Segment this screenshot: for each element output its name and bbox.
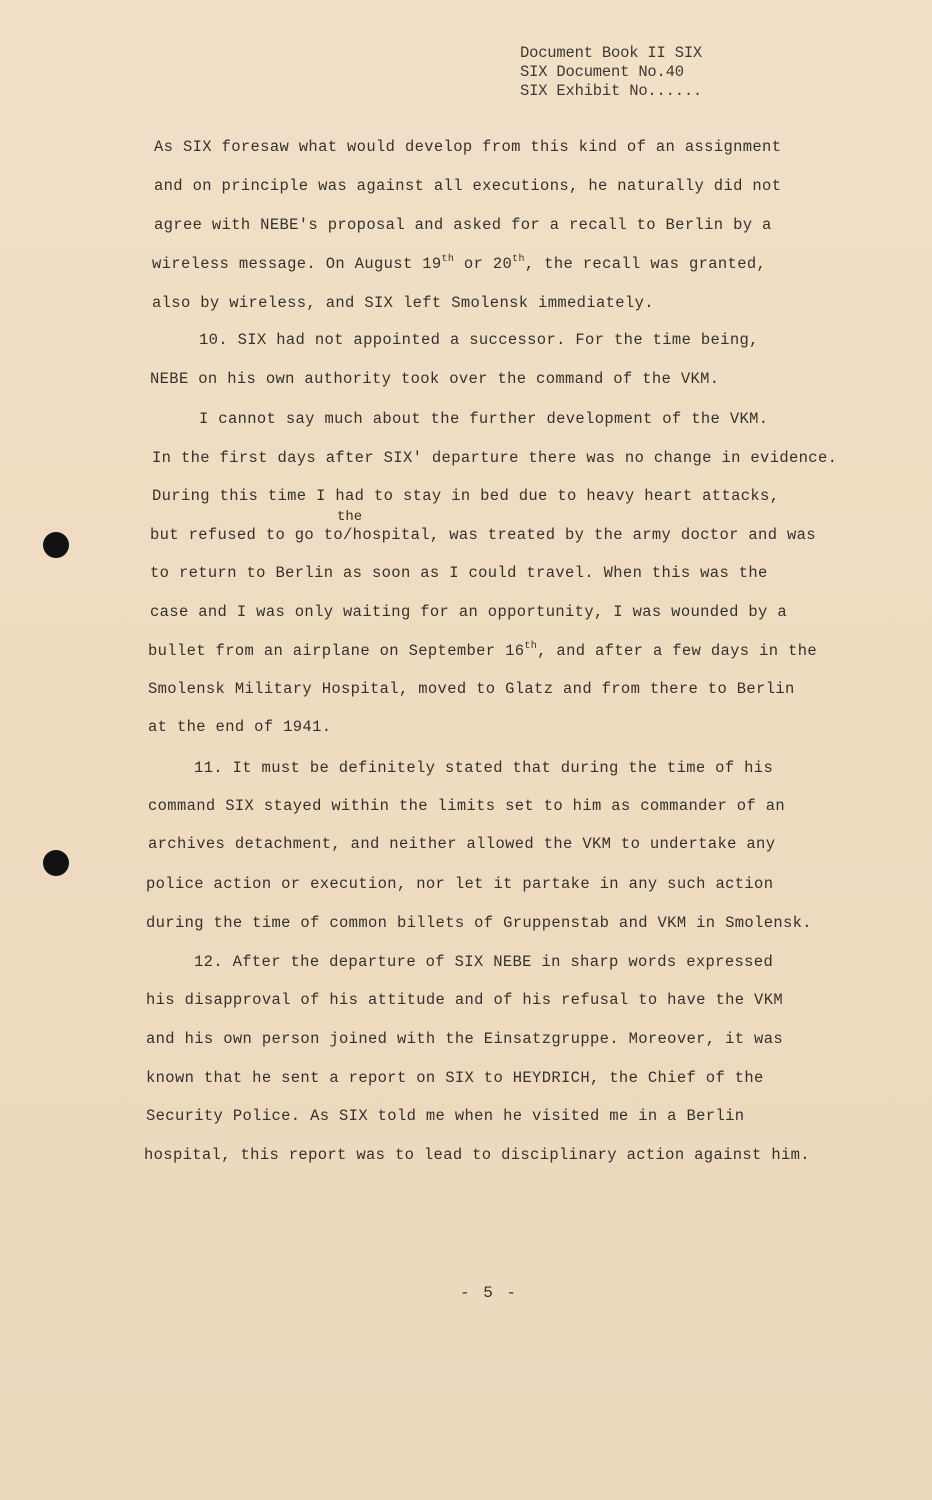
ordinal-suffix: th	[524, 641, 538, 652]
text-line: archives detachment, and neither allowed the VKM to undertake any	[148, 835, 776, 853]
binder-hole	[43, 532, 69, 558]
text-line: I cannot say much about the further development of the VKM.	[199, 410, 769, 428]
text-line: at the end of 1941.	[148, 718, 332, 736]
text-line: case and I was only waiting for an opportunity, I was wounded by a	[150, 603, 787, 621]
text-line: police action or execution, nor let it partake in any such action	[146, 875, 774, 893]
text-line	[152, 255, 766, 273]
text-line: during the time of common billets of Gruppenstab and VKM in Smolensk.	[146, 914, 812, 932]
text-line: NEBE on his own authority took over the command of the VKM.	[150, 370, 720, 388]
text-line: command SIX stayed within the limits set to him as commander of an	[148, 797, 785, 815]
text-line: but refused to go to/hospital, was treated by the army doctor and was	[150, 526, 816, 544]
document-header	[520, 44, 702, 101]
header-exhibit-number: SIX Exhibit No......	[520, 82, 703, 100]
binder-hole	[43, 850, 69, 876]
ordinal-suffix: th	[512, 254, 525, 265]
interlinear-insertion: the	[337, 509, 363, 525]
text-line: Smolensk Military Hospital, moved to Glatz and from there to Berlin	[148, 680, 795, 698]
text-line: agree with NEBE's proposal and asked for a recall to Berlin by a	[154, 216, 772, 234]
text-segment: , and after a few days in the	[537, 642, 818, 660]
text-line: During this time I had to stay in bed due to heavy heart attacks,	[152, 487, 780, 505]
paragraph-11-start: 11. It must be definitely stated that during the time of his	[194, 759, 774, 777]
paragraph-10-start: 10. SIX had not appointed a successor. For the time being,	[199, 331, 759, 349]
text-segment: or 20	[454, 255, 513, 273]
text-line: In the first days after SIX' departure there was no change in evidence.	[152, 449, 838, 467]
text-line: and his own person joined with the Einsatzgruppe. Moreover, it was	[146, 1030, 783, 1048]
page-number: - 5 -	[460, 1284, 519, 1302]
text-line: Security Police. As SIX told me when he visited me in a Berlin	[146, 1107, 745, 1125]
text-line: and on principle was against all executions, he naturally did not	[154, 177, 782, 195]
text-segment: bullet from an airplane on September 16	[148, 642, 525, 660]
text-line: to return to Berlin as soon as I could travel. When this was the	[150, 564, 768, 582]
text-line: his disapproval of his attitude and of his refusal to have the VKM	[146, 991, 783, 1009]
text-line: hospital, this report was to lead to disciplinary action against him.	[144, 1146, 810, 1164]
text-line	[148, 642, 817, 660]
header-document-number: SIX Document No.40	[520, 63, 684, 81]
text-line: As SIX foresaw what would develop from this kind of an assignment	[154, 138, 782, 156]
text-segment: , the recall was granted,	[524, 255, 767, 273]
header-document-book: Document Book II SIX	[520, 44, 703, 62]
text-line: also by wireless, and SIX left Smolensk immediately.	[152, 294, 654, 312]
text-segment: wireless message. On August 19	[152, 255, 442, 273]
ordinal-suffix: th	[441, 254, 455, 265]
paragraph-12-start: 12. After the departure of SIX NEBE in sharp words expressed	[194, 953, 774, 971]
text-line: known that he sent a report on SIX to HEYDRICH, the Chief of the	[146, 1069, 764, 1087]
